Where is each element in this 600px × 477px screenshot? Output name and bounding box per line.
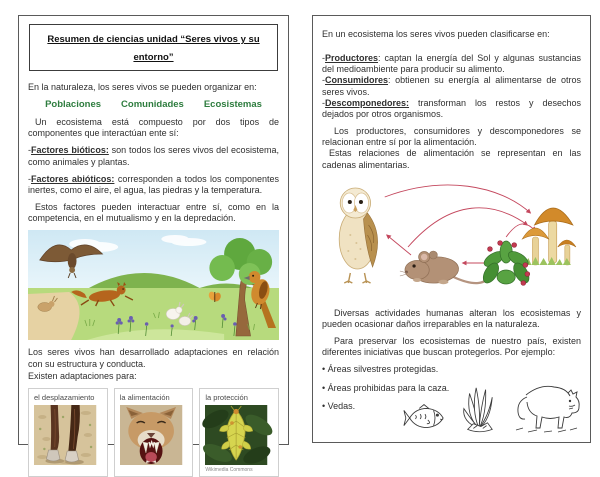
puma-roaring-photo: [120, 405, 182, 465]
image-credit: Wikimedia Commons: [205, 466, 253, 473]
abiotic-factors-paragraph: [28, 174, 279, 196]
classification-intro: En un ecosistema los seres vivos pueden clasificarse en:: [322, 29, 550, 39]
adaptation-cards: [28, 388, 279, 477]
right-panel: [312, 15, 591, 443]
page-title: Resumen de ciencias unidad “Seres vivos y su entorno”: [47, 34, 260, 63]
dash: -: [322, 75, 325, 86]
initiative-no-hunting: • Áreas prohibidas para la caza.: [322, 382, 450, 393]
arrow-mouse-to-mushrooms: [408, 208, 527, 247]
card-desplazamiento: [28, 388, 108, 477]
ecosystem-illustration: [28, 230, 279, 340]
adaptations-paragraph: Los seres vivos han desarrollado adaptaciones en relación con su estructura y conducta.: [28, 347, 279, 369]
mouse-illustration: [400, 251, 492, 285]
arrow-owl-to-mushrooms: [385, 185, 531, 213]
dash: -: [322, 53, 325, 64]
level-poblaciones: Poblaciones: [45, 99, 102, 111]
human-impact-paragraph: Diversas actividades humanas alteran los ecosistemas y pueden ocasionar daños irreparables en la naturaleza.: [322, 307, 581, 329]
abiotic-term: Factores abióticos:: [31, 173, 115, 184]
horse-legs-photo: [34, 405, 96, 465]
arrow-mouse-to-owl: [387, 235, 411, 255]
chains-paragraph: Estas relaciones de alimentación se representan en las cadenas alimentarias.: [322, 148, 581, 170]
producers-term: Productores: [325, 53, 379, 64]
level-ecosistemas: Ecosistemas: [203, 99, 262, 111]
food-chain-illustration: [322, 177, 581, 301]
biotic-text: son todos los seres vivos del ecosistema, como animales y plantas.: [28, 145, 280, 167]
initiative-protected-areas: • Áreas silvestres protegidas.: [322, 364, 439, 375]
biotic-term: Factores bióticos:: [31, 145, 109, 156]
organization-levels: [28, 99, 279, 110]
initiative-vedas: • Vedas.: [322, 400, 356, 411]
decomposers-paragraph: [322, 98, 581, 120]
consumers-paragraph: [322, 75, 581, 97]
decomposers-text: transforman los restos y desechos dejados por otros organismos.: [322, 97, 581, 119]
fish-line-drawing: [402, 403, 446, 433]
producers-text: : captan la energía del Sol y algunas sustancias del medioambiente para producir su alimento.: [322, 53, 581, 75]
card-proteccion: [199, 388, 279, 477]
consumers-text: : obtienen su energía al alimentarse de otros seres vivos.: [322, 75, 581, 97]
dash: -: [28, 173, 31, 184]
producers-paragraph: [322, 53, 581, 75]
left-panel: [18, 15, 289, 473]
decomposers-term: Descomponedores:: [325, 97, 410, 108]
biotic-factors-paragraph: [28, 145, 279, 167]
preserve-paragraph: Para preservar los ecosistemas de nuestro país, existen diferentes iniciativas que buscan protegerlos. Por ejemplo:: [322, 336, 581, 358]
relation-paragraph: Los productores, consumidores y descomponedores se relacionan entre sí por la alimentación.: [322, 126, 581, 148]
abiotic-text: corresponden a todos los componentes inertes, como el aire, el agua, las piedras y la temperatura.: [28, 173, 279, 195]
dirt-patch: [28, 292, 80, 340]
dash: -: [28, 145, 31, 156]
consumers-term: Consumidores: [325, 75, 389, 86]
plant-illustration: [480, 240, 532, 285]
components-intro: Un ecosistema está compuesto por dos tipos de componentes que interactúan ente sí:: [28, 117, 279, 139]
seaweed-line-drawing: [460, 384, 498, 436]
dash: -: [322, 97, 325, 108]
outline-drawings: [402, 374, 582, 436]
owl-illustration: [339, 188, 377, 283]
card-alimentacion: [114, 388, 194, 477]
interaction-paragraph: Estos factores pueden interactuar entre sí, como en la competencia, en el mutualismo y en la depredación.: [28, 202, 279, 224]
intro-paragraph: En la naturaleza, los seres vivos se pueden organizar en:: [28, 82, 257, 92]
card-label: el desplazamiento: [34, 392, 95, 402]
mushrooms-illustration: [522, 208, 576, 265]
card-label: la alimentación: [119, 392, 170, 402]
puma-line-drawing: [512, 374, 582, 436]
card-label: la protección: [205, 392, 248, 402]
level-comunidades: Comunidades: [121, 99, 184, 111]
leaf-insect-photo: [205, 405, 267, 465]
title-box: [29, 24, 278, 71]
adaptations-lead: Existen adaptaciones para:: [28, 370, 137, 381]
